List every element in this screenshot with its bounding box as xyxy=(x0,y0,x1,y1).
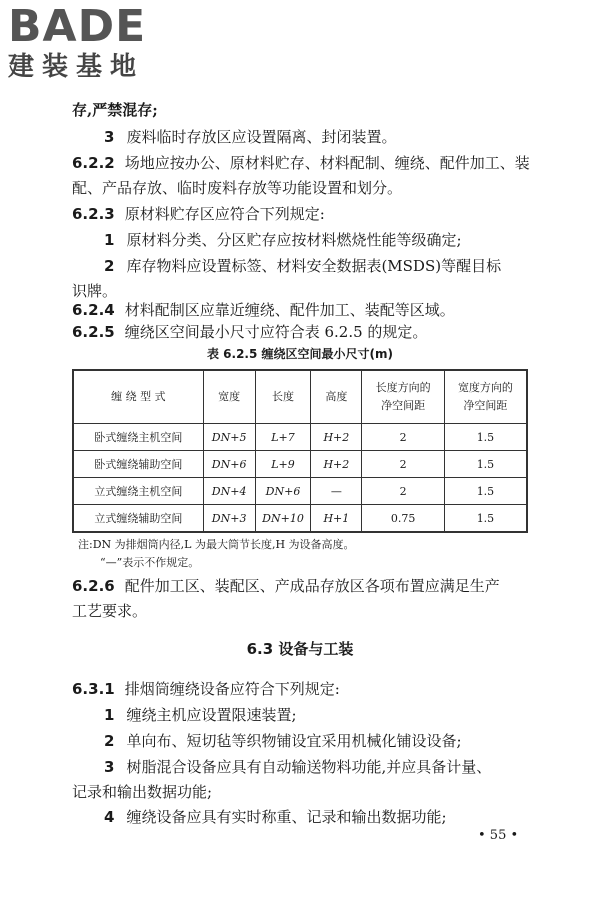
table-cell: 2 xyxy=(362,478,445,505)
table-header-row xyxy=(73,370,527,424)
clause-number: 6.2.6 xyxy=(72,577,115,595)
table-cell: DN+3 xyxy=(203,505,255,533)
item-number: 1 xyxy=(104,231,115,249)
publisher-logo xyxy=(8,1,178,82)
item-number: 3 xyxy=(104,758,115,776)
header-line: 净空间距 xyxy=(381,399,426,412)
table-cell: 1.5 xyxy=(444,505,527,533)
table-row xyxy=(73,478,527,505)
clause xyxy=(72,204,325,224)
clause xyxy=(72,679,340,699)
logo-wordmark: BADE xyxy=(8,1,147,52)
clause xyxy=(72,576,500,596)
item-number: 1 xyxy=(104,706,115,724)
section-heading: 6.3 设备与工装 xyxy=(246,640,354,658)
item-text: 库存物料应设置标签、材料安全数据表(MSDS)等醒目标 xyxy=(126,257,502,275)
header-cell xyxy=(362,370,445,424)
clause-number: 6.2.5 xyxy=(72,323,115,341)
table-cell: 卧式缠绕主机空间 xyxy=(73,424,203,451)
clause-text: 排烟筒缠绕设备应符合下列规定: xyxy=(124,680,340,698)
item-text: 原材料分类、分区贮存应按材料燃烧性能等级确定; xyxy=(126,231,462,249)
clause-text: 缠绕区空间最小尺寸应符合表 6.2.5 的规定。 xyxy=(124,323,428,341)
table-note: “—”表示不作规定。 xyxy=(100,556,200,569)
table-cell: L+7 xyxy=(255,424,311,451)
header-line: 宽度方向的 xyxy=(457,381,513,394)
list-item xyxy=(104,705,297,725)
header-cell: 缠 绕 型 式 xyxy=(73,370,203,424)
clause-text: 原材料贮存区应符合下列规定: xyxy=(124,205,325,223)
item-text: 单向布、短切毡等织物铺设宜采用机械化铺设设备; xyxy=(126,732,462,750)
space-size-table xyxy=(72,369,528,533)
text-line: 存,严禁混存; xyxy=(72,101,158,119)
item-number: 2 xyxy=(104,257,115,275)
table-cell: DN+6 xyxy=(255,478,311,505)
table-cell: L+9 xyxy=(255,451,311,478)
list-item xyxy=(104,731,462,751)
list-item xyxy=(104,256,501,276)
list-item xyxy=(104,127,396,147)
clause-number: 6.2.2 xyxy=(72,154,115,172)
table-row xyxy=(73,505,527,533)
clause-text: 场地应按办公、原材料贮存、材料配制、缠绕、配件加工、装 xyxy=(124,154,530,172)
text-line: 工艺要求。 xyxy=(72,602,148,620)
table-cell: H+2 xyxy=(311,451,362,478)
table-cell: — xyxy=(311,478,362,505)
clause xyxy=(72,153,530,173)
table-cell: 2 xyxy=(362,424,445,451)
clause xyxy=(72,300,455,320)
list-item xyxy=(104,230,462,250)
table-cell: DN+6 xyxy=(203,451,255,478)
table-cell: 1.5 xyxy=(444,478,527,505)
clause xyxy=(72,322,427,342)
item-text: 废料临时存放区应设置隔离、封闭装置。 xyxy=(126,128,397,146)
clause-text: 配件加工区、装配区、产成品存放区各项布置应满足生产 xyxy=(124,577,500,595)
table-cell: 0.75 xyxy=(362,505,445,533)
table-title: 表 6.2.5 缠绕区空间最小尺寸(m) xyxy=(207,347,393,361)
item-text: 树脂混合设备应具有自动输送物料功能,并应具备计量、 xyxy=(126,758,492,776)
header-cell: 长度 xyxy=(255,370,311,424)
table-cell: 1.5 xyxy=(444,451,527,478)
table-cell: DN+10 xyxy=(255,505,311,533)
item-text: 缠绕设备应具有实时称重、记录和输出数据功能; xyxy=(126,808,447,826)
text-line: 识牌。 xyxy=(72,282,118,300)
table-cell: DN+4 xyxy=(203,478,255,505)
logo-subtitle: 建装基地 xyxy=(8,52,145,82)
page-number: • 55 • xyxy=(478,828,519,843)
table-cell: DN+5 xyxy=(203,424,255,451)
table-cell: 卧式缠绕辅助空间 xyxy=(73,451,203,478)
table-cell: 1.5 xyxy=(444,424,527,451)
clause-number: 6.3.1 xyxy=(72,680,115,698)
list-item xyxy=(104,807,447,827)
item-number: 4 xyxy=(104,808,115,826)
header-cell: 高度 xyxy=(311,370,362,424)
text-line: 配、产品存放、临时废料存放等功能设置和划分。 xyxy=(72,179,403,197)
item-number: 3 xyxy=(104,128,115,146)
item-text: 缠绕主机应设置限速装置; xyxy=(126,706,297,724)
table-cell: 立式缠绕辅助空间 xyxy=(73,505,203,533)
table-cell: 立式缠绕主机空间 xyxy=(73,478,203,505)
header-cell: 宽度 xyxy=(203,370,255,424)
header-cell xyxy=(444,370,527,424)
header-line: 净空间距 xyxy=(463,399,508,412)
table-cell: H+2 xyxy=(311,424,362,451)
table-cell: 2 xyxy=(362,451,445,478)
header-line: 长度方向的 xyxy=(375,381,431,394)
table-cell: H+1 xyxy=(311,505,362,533)
text-line: 记录和输出数据功能; xyxy=(72,783,213,801)
clause-text: 材料配制区应靠近缠绕、配件加工、装配等区域。 xyxy=(124,301,455,319)
table-row xyxy=(73,451,527,478)
list-item xyxy=(104,757,491,777)
clause-number: 6.2.4 xyxy=(72,301,115,319)
item-number: 2 xyxy=(104,732,115,750)
clause-number: 6.2.3 xyxy=(72,205,115,223)
table-note: 注:DN 为排烟筒内径,L 为最大筒节长度,H 为设备高度。 xyxy=(78,538,355,551)
table-row xyxy=(73,424,527,451)
